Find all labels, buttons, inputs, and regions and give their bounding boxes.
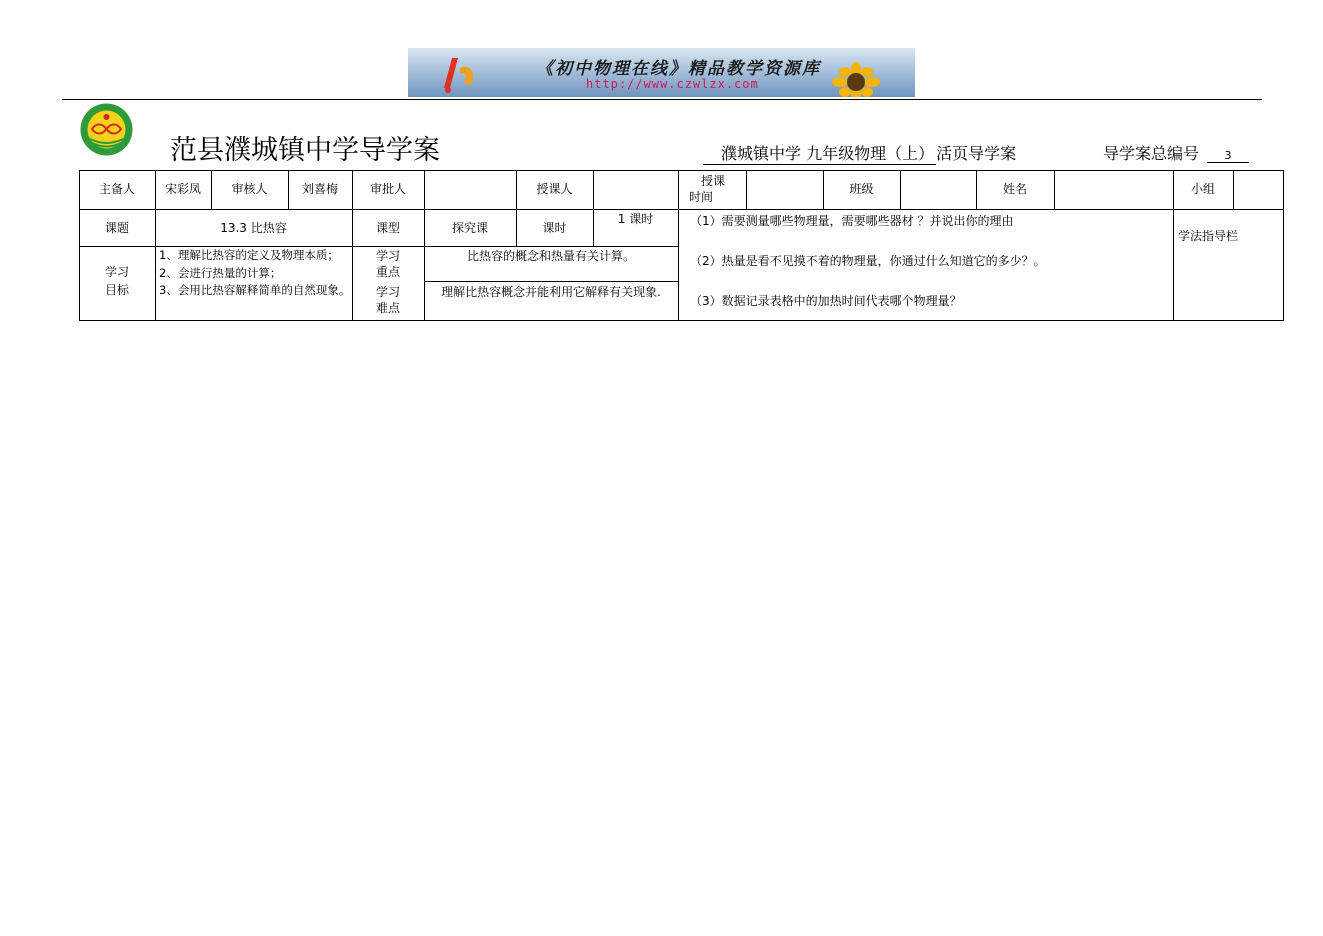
subtitle-school-text: 濮城镇中学 <box>721 144 802 163</box>
lesson-time-label-line1: 授课 <box>701 174 726 188</box>
serial-number <box>1103 141 1249 164</box>
topic-label: 课题 <box>104 221 129 235</box>
sunflower-icon <box>828 62 884 97</box>
subtitle-school <box>703 144 936 165</box>
table-col-divider <box>746 170 747 209</box>
table-border-top <box>79 170 1284 171</box>
reviewer-value: 刘喜梅 <box>301 182 338 196</box>
table-col-divider <box>593 170 594 246</box>
resource-banner <box>408 48 915 97</box>
key-points-value: 比热容的概念和热量有关计算。 <box>466 249 635 263</box>
banner-logo-icon <box>438 54 486 94</box>
question-item: （1）需要测量哪些物理量，需要哪些器材 ？并说出你的理由 <box>690 214 1014 228</box>
difficulties-label <box>352 284 424 316</box>
class-label: 班级 <box>849 182 874 196</box>
lesson-time-label <box>689 173 746 205</box>
table-col-divider <box>900 170 901 209</box>
key-points-label <box>352 248 424 280</box>
lesson-time-label-line2: 时间 <box>689 190 714 204</box>
lesson-plan-table <box>79 170 1284 321</box>
difficulties-label-line1: 学习 <box>375 285 400 299</box>
table-row-divider <box>79 209 1284 210</box>
approver-label: 审批人 <box>369 182 406 196</box>
goals-list <box>159 247 354 300</box>
goals-item: 3、会用比热容解释简单的自然现象。 <box>159 283 351 297</box>
subtitle-course-text: 九年级物理（上） <box>806 144 935 163</box>
period-value: 1 课时 <box>617 212 654 226</box>
key-points-label-line1: 学习 <box>375 249 400 263</box>
goals-item: 1、理解比热容的定义及物理本质； <box>159 248 339 262</box>
table-col-divider <box>678 170 679 321</box>
study-guide-label: 学法指导栏 <box>1178 229 1239 243</box>
goals-label-line1: 学习 <box>104 265 129 279</box>
course-subtitle <box>703 141 1016 164</box>
preparer-label: 主备人 <box>98 182 135 196</box>
table-row-divider <box>424 281 679 282</box>
banner-url[interactable]: http://www.czwlzx.com <box>586 77 759 91</box>
preparer-value: 宋彩凤 <box>164 182 201 196</box>
difficulties-label-line2: 难点 <box>375 301 400 315</box>
name-label: 姓名 <box>1002 182 1027 196</box>
reviewer-label: 审核人 <box>231 182 268 196</box>
question-item: （2）热量是看不见摸不着的物理量，你通过什么知道它的多少？。 <box>690 254 1046 268</box>
period-label: 课时 <box>542 221 567 235</box>
serial-label: 导学案总编号 <box>1103 144 1200 163</box>
question-item: （3）数据记录表格中的加热时间代表哪个物理量？ <box>690 294 962 308</box>
table-border-right <box>1283 170 1284 321</box>
group-label: 小组 <box>1190 182 1215 196</box>
banner-title: 《初中物理在线》精品教学资源库 <box>536 59 821 79</box>
lesson-type-value: 探究课 <box>451 221 488 235</box>
page-title: 范县濮城镇中学导学案 <box>170 135 440 166</box>
lesson-type-label: 课型 <box>375 221 400 235</box>
teacher-label: 授课人 <box>536 182 573 196</box>
goals-label-line2: 目标 <box>104 283 129 297</box>
topic-value: 13.3 比热容 <box>220 221 287 235</box>
table-border-bottom <box>79 320 1284 321</box>
table-col-divider <box>1054 170 1055 209</box>
header-rule <box>62 99 1262 100</box>
goals-item: 2、会进行热量的计算； <box>159 265 282 280</box>
subtitle-suffix: 活页导学案 <box>936 144 1017 163</box>
table-col-divider <box>1233 170 1234 209</box>
school-emblem-icon <box>80 103 133 156</box>
difficulties-value: 理解比热容概念并能利用它解释有关现象. <box>441 285 661 299</box>
goals-label <box>79 263 155 299</box>
key-points-label-line2: 重点 <box>375 265 400 279</box>
serial-value: 3 <box>1207 149 1249 163</box>
